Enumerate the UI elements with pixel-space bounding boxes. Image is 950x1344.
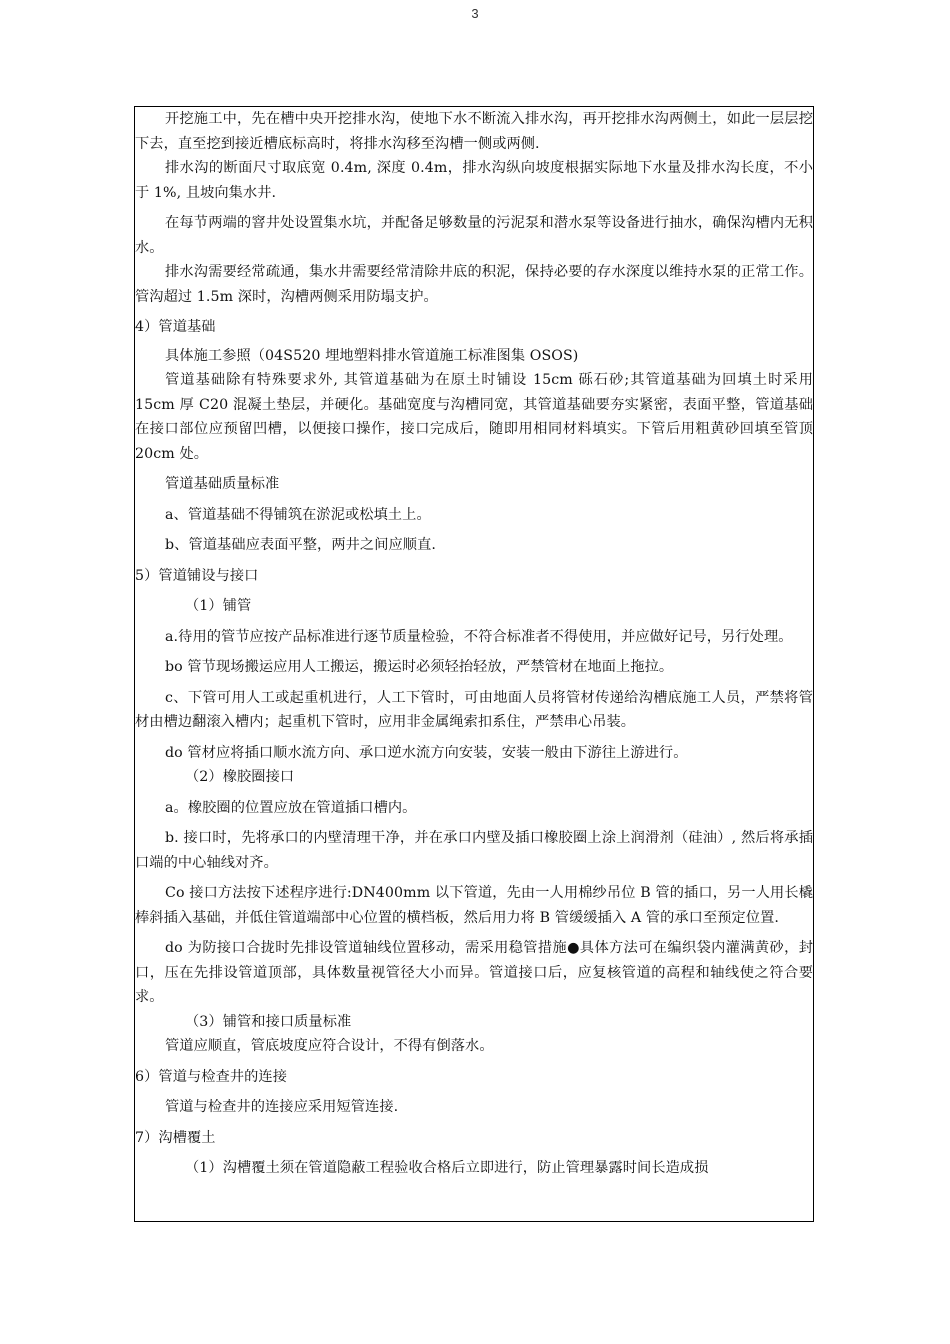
paragraph: 排水沟的断面尺寸取底宽 0.4m, 深度 0.4m，排水沟纵向坡度根据实际地下水量及排水沟长度，不小于 1%, 且坡向集水井. <box>135 160 813 201</box>
paragraph: a、管道基础不得铺筑在淤泥或松填土上。 <box>165 506 431 523</box>
paragraph: （3）铺管和接口质量标准 <box>185 1013 352 1030</box>
paragraph: do 管材应将插口顺水流方向、承口逆水流方向安装，安装一般由下游往上游进行。 <box>165 744 688 761</box>
paragraph: 开挖施工中，先在槽中央开挖排水沟，使地下水不断流入排水沟，再开挖排水沟两侧土，如此一层层挖下去，直至挖到接近槽底标高时，将排水沟移至沟槽一侧或两侧. <box>135 111 813 152</box>
section-heading: 5）管道铺设与接口 <box>135 567 259 584</box>
document-frame <box>134 106 814 1222</box>
paragraph: 管道应顺直，管底坡度应符合设计，不得有倒落水。 <box>165 1038 494 1054</box>
section-heading: 4）管道基础 <box>135 319 216 335</box>
paragraph: （1）铺管 <box>185 598 252 614</box>
paragraph: 管道基础除有特殊要求外, 其管道基础为在原土时铺设 15cm 砾石砂;其管道基础为回填土时采用 15cm 厚 C20 混凝土垫层，并硬化。基础宽度与沟槽同宽，其管道基础要夯实紧密，表面平整，管道基础在接口部位应预留凹槽，以便接口操作，接口完成后，随即用相同材料填实。下管后用粗黄砂回填至管顶 20cm 处。 <box>135 372 813 462</box>
section-heading: 6）管道与检查井的连接 <box>135 1068 288 1085</box>
paragraph: bo 管节现场搬运应用人工搬运，搬运时必须轻抬轻放，严禁管材在地面上拖拉。 <box>165 659 674 675</box>
paragraph: 管道与检查井的连接应采用短管连接. <box>165 1099 399 1115</box>
paragraph: a。橡胶圈的位置应放在管道插口槽内。 <box>165 799 417 816</box>
paragraph: b、管道基础应表面平整，两井之间应顺直. <box>165 537 436 553</box>
paragraph: c、下管可用人工或起重机进行，人工下管时，可由地面人员将管材传递给沟槽底施工人员，严禁将管材由槽边翻滚入槽内；起重机下管时，应用非金属绳索扣系住，严禁串心吊装。 <box>135 689 813 730</box>
paragraph: Co 接口方法按下述程序进行:DN400mm 以下管道，先由一人用棉纱吊位 B 管的插口，另一人用长橇棒斜插入基础，并低住管道端部中心位置的横档板，然后用力将 B 管缓缓插入 A 管的承口至预定位置. <box>135 885 813 926</box>
paragraph: do 为防接口合拢时先排设管道轴线位置移动，需采用稳管措施●具体方法可在编织袋内灌满黄砂，封口，压在先排设管道顶部，具体数量视管径大小而异。管道接口后，应复核管道的高程和轴线使之符合要求。 <box>135 940 813 1005</box>
paragraph: （1）沟槽覆土须在管道隐蔽工程验收合格后立即进行，防止管理暴露时间长造成损 <box>185 1160 709 1176</box>
paragraph: a.待用的管节应按产品标准进行逐节质量检验，不符合标准者不得使用，并应做好记号，另行处理。 <box>165 628 793 645</box>
paragraph: 具体施工参照（04S520 埋地塑料排水管道施工标准图集 OSOS) <box>165 347 579 364</box>
paragraph: 管道基础质量标准 <box>165 476 280 492</box>
paragraph: b. 接口时，先将承口的内壁清理干净，并在承口内壁及插口橡胶圈上涂上润滑剂（硅油）, 然后将承插口端的中心轴线对齐。 <box>135 830 813 871</box>
document-body <box>135 107 813 1181</box>
paragraph: 排水沟需要经常疏通，集水井需要经常清除井底的积泥，保持必要的存水深度以维持水泵的正常工作。管沟超过 1.5m 深时，沟槽两侧采用防塌支护。 <box>135 264 813 305</box>
paragraph: （2）橡胶圈接口 <box>185 769 295 785</box>
paragraph: 在每节两端的窨井处设置集水坑，并配备足够数量的污泥泵和潜水泵等设备进行抽水，确保沟槽内无积水。 <box>135 215 813 256</box>
page-number: 3 <box>471 6 479 21</box>
section-heading: 7）沟槽覆土 <box>135 1129 216 1146</box>
